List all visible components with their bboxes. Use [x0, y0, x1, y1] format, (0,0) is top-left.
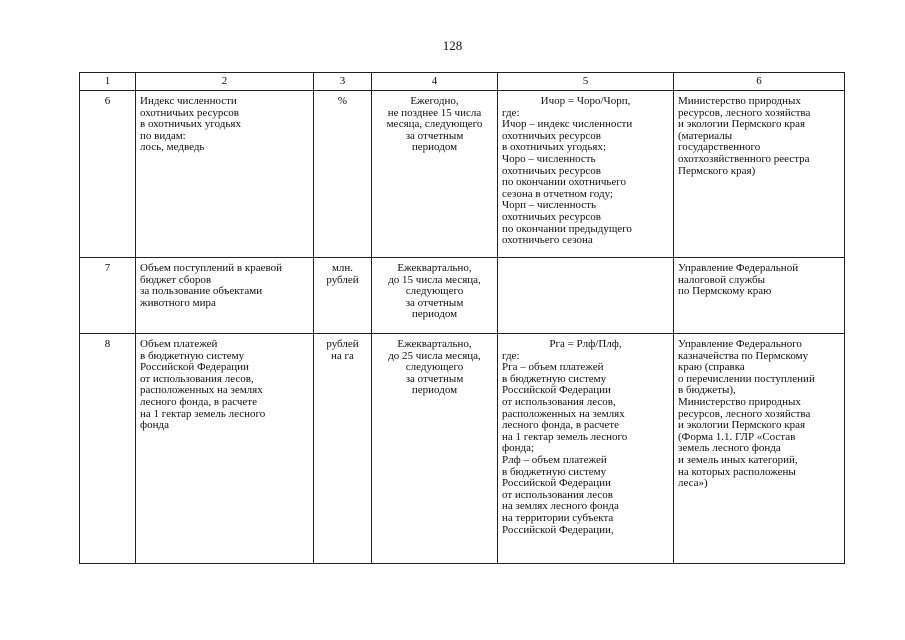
- period-line: Ежеквартально,: [397, 262, 472, 274]
- unit-line: рублей: [326, 273, 359, 286]
- unit-cell: [314, 334, 372, 564]
- source-line: Пермского края): [678, 164, 756, 177]
- indicator-line: на 1 гектар земель лесного: [140, 407, 266, 420]
- indicator-line: лесного фонда, в расчете: [140, 395, 257, 408]
- source-line: и экологии Пермского края: [678, 419, 806, 432]
- table-row: [80, 91, 845, 258]
- formula-line: сезона в отчетном году;: [502, 187, 613, 200]
- indicator-line: за пользование объектами: [140, 285, 263, 298]
- formula-line: в охотничьих угодьях;: [502, 141, 607, 154]
- formula-line: Российской Федерации,: [502, 523, 614, 536]
- unit-line: на га: [331, 349, 354, 362]
- formula-line: по окончании предыдущего: [502, 222, 632, 235]
- page-number: 128: [442, 38, 463, 53]
- formula-line: Рга – объем платежей: [502, 361, 604, 374]
- header-col-6: 6: [674, 73, 845, 91]
- indicators-table: [79, 72, 845, 564]
- formula-line: на 1 гектар земель лесного: [502, 430, 628, 443]
- source-line: Министерство природных: [678, 95, 801, 107]
- formula-title: Рга = Рлф/Плф,: [549, 338, 622, 350]
- formula-line: по окончании охотничьего: [502, 176, 627, 189]
- formula-line: в бюджетную систему: [502, 372, 607, 385]
- indicator-line: в охотничьих угодьях: [140, 118, 241, 131]
- source-line: охотхозяйственного реестра: [678, 152, 810, 165]
- formula-line: Российской Федерации: [502, 477, 611, 490]
- source-line: Управление Федеральной: [678, 262, 799, 274]
- formula-line: в бюджетную систему: [502, 465, 607, 478]
- formula-line: Российской Федерации: [502, 384, 611, 397]
- source-line: Управление Федерального: [678, 338, 802, 350]
- formula-line: Рлф – объем платежей: [502, 453, 607, 466]
- formula-line: лесного фонда, в расчете: [502, 419, 619, 432]
- period-line: до 25 числа месяца,: [388, 349, 481, 362]
- source-line: (Форма 1.1. ГЛР «Состав: [678, 430, 796, 443]
- header-col-2: 2: [136, 73, 314, 91]
- indicator-line: Российской Федерации: [140, 361, 249, 374]
- unit-line: %: [337, 95, 348, 107]
- table-row: [80, 334, 845, 564]
- indicator-line: от использования лесов,: [140, 372, 254, 385]
- source-line: ресурсов, лесного хозяйства: [678, 407, 811, 420]
- indicator-line: лось, медведь: [140, 141, 205, 154]
- indicator-line: Индекс численности: [140, 95, 237, 107]
- source-line: краю (справка: [678, 361, 745, 374]
- unit-cell: [314, 258, 372, 334]
- period-line: Ежегодно,: [410, 95, 459, 107]
- header-col-5: 5: [498, 73, 674, 91]
- formula-line: на территории субъекта: [502, 511, 614, 524]
- formula-line: от использования лесов: [502, 488, 613, 501]
- source-line: Министерство природных: [678, 395, 801, 408]
- source-line: государственного: [678, 141, 761, 154]
- source-cell: [674, 334, 845, 564]
- period-cell: [372, 334, 498, 564]
- unit-line: млн.: [331, 262, 354, 274]
- source-line: на которых расположены: [678, 465, 796, 478]
- formula-line: где:: [502, 349, 520, 362]
- period-line: за отчетным: [405, 129, 464, 142]
- row-number: 6: [80, 91, 136, 258]
- source-line: леса»): [678, 477, 708, 490]
- source-line: земель лесного фонда: [678, 442, 781, 455]
- period-line: следующего: [405, 285, 464, 298]
- indicator-line: по видам:: [140, 129, 186, 142]
- formula-line: где:: [502, 106, 520, 119]
- indicator-cell: [136, 91, 314, 258]
- formula-line: охотничьих ресурсов: [502, 129, 601, 142]
- source-line: казначейства по Пермскому: [678, 349, 809, 362]
- formula-line: Чоро – численность: [502, 152, 596, 165]
- source-line: и экологии Пермского края: [678, 118, 806, 131]
- indicator-line: фонда: [140, 419, 169, 432]
- source-line: в бюджеты),: [678, 384, 736, 397]
- period-line: до 15 числа месяца,: [388, 273, 481, 286]
- source-cell: [674, 258, 845, 334]
- source-line: и земель иных категорий,: [678, 453, 798, 466]
- formula-line: фонда;: [502, 442, 535, 455]
- formula-line: на землях лесного фонда: [502, 500, 619, 513]
- formula-title: Ичор = Чоро/Чорп,: [540, 95, 631, 107]
- indicator-cell: [136, 258, 314, 334]
- formula-line: Чорп – численность: [502, 199, 596, 212]
- period-line: Ежеквартально,: [397, 338, 472, 350]
- header-col-4: 4: [372, 73, 498, 91]
- source-line: (материалы: [678, 129, 733, 142]
- period-line: периодом: [411, 308, 458, 321]
- source-line: налоговой службы: [678, 273, 766, 286]
- source-line: ресурсов, лесного хозяйства: [678, 106, 811, 119]
- indicator-line: животного мира: [140, 296, 216, 309]
- unit-cell: [314, 91, 372, 258]
- period-line: не позднее 15 числа: [387, 106, 482, 119]
- indicator-cell: [136, 334, 314, 564]
- period-line: месяца, следующего: [386, 118, 483, 131]
- formula-line: расположенных на землях: [502, 407, 625, 420]
- period-line: следующего: [405, 361, 464, 374]
- indicator-line: бюджет сборов: [140, 273, 212, 286]
- row-number: 8: [80, 334, 136, 564]
- formula-line: Ичор – индекс численности: [502, 118, 633, 131]
- formula-cell: [498, 258, 674, 334]
- indicator-line: охотничьих ресурсов: [140, 106, 239, 119]
- formula-line: охотничьего сезона: [502, 234, 593, 247]
- indicator-line: расположенных на землях: [140, 384, 263, 397]
- source-line: о перечислении поступлений: [678, 372, 815, 385]
- formula-cell: [498, 334, 674, 564]
- header-col-3: 3: [314, 73, 372, 91]
- period-line: периодом: [411, 384, 458, 397]
- formula-cell: [498, 91, 674, 258]
- period-cell: [372, 258, 498, 334]
- row-number: 7: [80, 258, 136, 334]
- source-cell: [674, 91, 845, 258]
- header-col-1: 1: [80, 73, 136, 91]
- table-row: [80, 258, 845, 334]
- period-line: за отчетным: [405, 372, 464, 385]
- unit-line: рублей: [326, 338, 359, 350]
- indicator-line: в бюджетную систему: [140, 349, 245, 362]
- period-line: за отчетным: [405, 296, 464, 309]
- period-cell: [372, 91, 498, 258]
- header-row: [80, 73, 845, 91]
- source-line: по Пермскому краю: [678, 285, 772, 298]
- indicator-line: Объем поступлений в краевой: [140, 262, 282, 274]
- formula-line: охотничьих ресурсов: [502, 164, 601, 177]
- period-line: периодом: [411, 141, 458, 154]
- formula-line: охотничьих ресурсов: [502, 210, 601, 223]
- indicator-line: Объем платежей: [140, 338, 218, 350]
- formula-line: от использования лесов,: [502, 395, 616, 408]
